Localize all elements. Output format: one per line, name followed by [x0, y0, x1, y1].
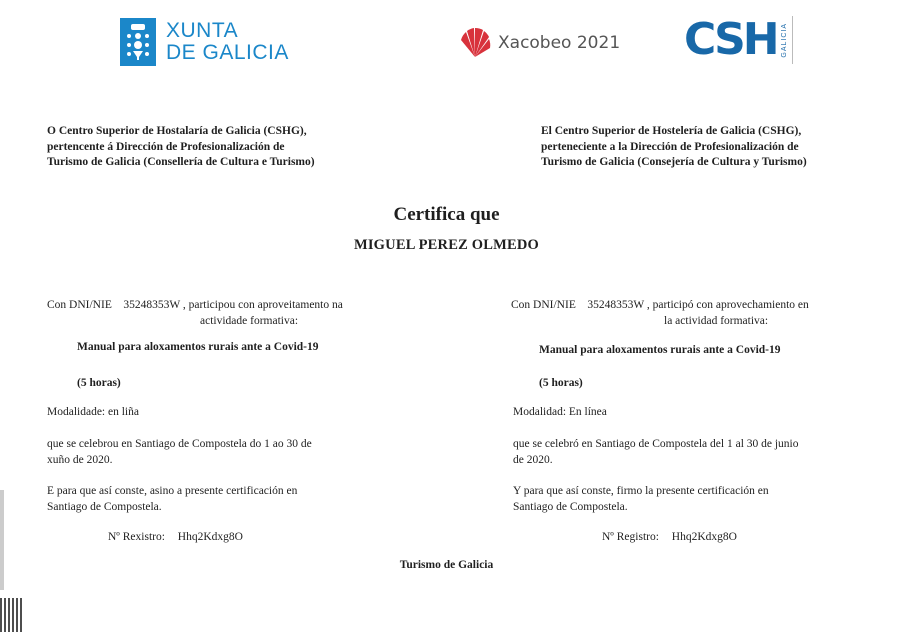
scallop-shell-icon: [458, 26, 492, 60]
right-dates-line1: que se celebró en Santiago de Compostela del 1 al 30 de junio: [513, 438, 799, 450]
left-dates-line2: xuño de 2020.: [47, 453, 113, 466]
csh-galicia-logo: [684, 16, 793, 64]
left-modality: Modalidade: en liña: [47, 406, 139, 418]
left-closing-line2: Santiago de Compostela.: [47, 500, 162, 513]
header-right-line1: El Centro Superior de Hostelería de Galicia (CSHG),: [541, 125, 802, 137]
right-closing-line1: Y para que así conste, firmo la presente certificación en: [513, 485, 769, 497]
left-course-title: Manual para aloxamentos rurais ante a Covid-19: [77, 341, 319, 353]
right-hours: (5 horas): [539, 377, 583, 389]
header-left-line1: O Centro Superior de Hostalaría de Galicia (CSHG),: [47, 125, 307, 137]
xunta-line1: XUNTA: [166, 19, 239, 42]
right-dni-line1: Con DNI/NIE 35248353W , participó con aprovechamiento en: [511, 299, 809, 311]
header-left-line3: Turismo de Galicia (Consellería de Cultura e Turismo): [47, 156, 315, 168]
left-closing: [47, 484, 297, 515]
csh-galicia-text: GALICIA: [780, 22, 788, 58]
recipient-name: MIGUEL PEREZ OLMEDO: [353, 237, 540, 253]
side-verification-strip: [0, 490, 4, 590]
right-course-title: Manual para aloxamentos rurais ante a Covid-19: [539, 344, 781, 356]
right-registry-label: Nº Registro:: [602, 531, 659, 543]
xacobeo-text: Xacobeo 2021: [498, 33, 621, 53]
xunta-de-galicia-logo: [120, 18, 289, 66]
header-right-line3: Turismo de Galicia (Consejería de Cultura y Turismo): [541, 156, 807, 168]
right-modality: Modalidad: En línea: [513, 406, 607, 418]
left-dni-line2: actividade formativa:: [200, 315, 299, 327]
header-galician: [47, 124, 315, 171]
xacobeo-logo: [458, 26, 620, 60]
left-closing-line1: E para que así conste, asino a presente certificación en: [47, 485, 298, 497]
header-left-line2: pertencente á Dirección de Profesionalización de: [47, 140, 285, 153]
right-closing: [513, 484, 769, 515]
left-registry-value: Hhq2Kdxg8O: [177, 531, 243, 543]
header-spanish: [541, 124, 807, 171]
left-dni-line1: Con DNI/NIE 35248353W , participou con aproveitamento na: [47, 299, 343, 311]
left-registry: [108, 530, 243, 546]
left-dates: [47, 437, 312, 468]
right-dates-line2: de 2020.: [513, 453, 553, 466]
right-registry-value: Hhq2Kdxg8O: [671, 531, 737, 543]
right-registry: [602, 530, 737, 546]
csh-text: CSH: [684, 14, 777, 65]
left-dates-line1: que se celebrou en Santiago de Compostela do 1 ao 30 de: [47, 438, 312, 450]
csh-divider: [792, 16, 793, 64]
right-dni-line2: la actividad formativa:: [664, 315, 769, 327]
xunta-emblem-icon: [120, 18, 156, 66]
right-closing-line2: Santiago de Compostela.: [513, 500, 628, 513]
right-dates: [513, 437, 799, 468]
left-hours: (5 horas): [77, 377, 121, 389]
qr-code-icon: [0, 598, 22, 632]
xunta-line2: DE GALICIA: [166, 41, 289, 64]
left-registry-label: Nº Rexistro:: [108, 531, 165, 543]
header-right-line2: perteneciente a la Dirección de Profesionalización de: [541, 140, 799, 153]
footer-issuer: Turismo de Galicia: [399, 559, 494, 571]
certifica-title: Certifica que: [393, 204, 500, 225]
